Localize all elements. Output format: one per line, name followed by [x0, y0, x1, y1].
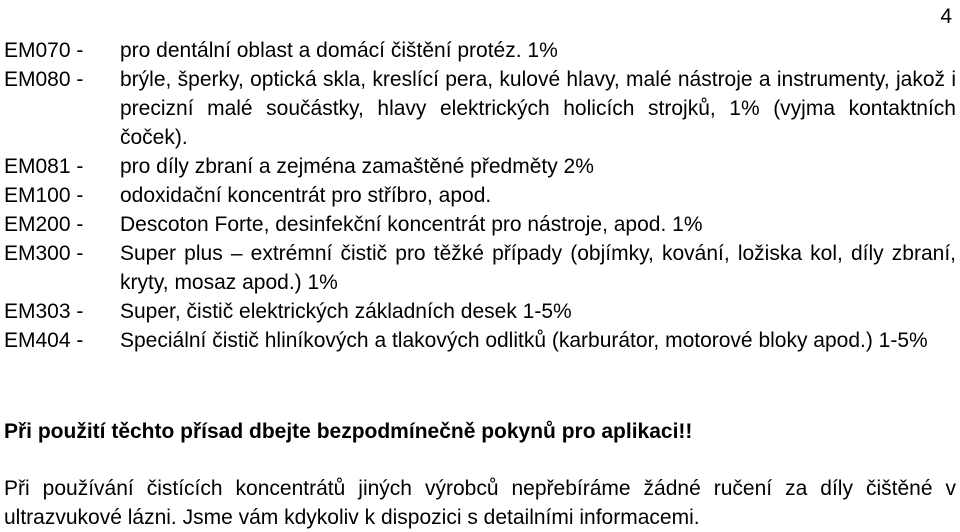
page-number: 4	[940, 5, 952, 28]
list-item	[4, 297, 956, 326]
product-list	[4, 36, 956, 355]
product-code: EM404 -	[4, 329, 84, 352]
list-item	[4, 210, 956, 239]
list-item	[4, 239, 956, 297]
product-description: Super plus – extrémní čistič pro těžké případy (objímky, kování, ložiska kol, díly zbraní, kryty, mosaz apod.) 1%	[120, 242, 956, 294]
list-item	[4, 65, 956, 152]
product-description: pro dentální oblast a domácí čištění protéz. 1%	[120, 39, 558, 62]
product-code: EM200 -	[4, 213, 84, 236]
product-code: EM081 -	[4, 155, 84, 178]
list-item	[4, 326, 956, 355]
disclaimer-paragraph: Při používání čistících koncentrátů jiných výrobců nepřebíráme žádné ručení za díly čištěné v ultrazvukové lázni. Jsme vám kdykoliv k dispozici s detailními informacemi.	[4, 477, 956, 529]
list-item	[4, 36, 956, 65]
product-description: Speciální čistič hliníkových a tlakových odlitků (karburátor, motorové bloky apod.) 1-5%	[120, 329, 928, 352]
warning-note: Při použití těchto přísad dbejte bezpodmínečně pokynů pro aplikaci!!	[4, 420, 693, 443]
product-description: Descoton Forte, desinfekční koncentrát pro nástroje, apod. 1%	[120, 213, 703, 236]
product-code: EM070 -	[4, 39, 84, 62]
product-description: Super, čistič elektrických základních desek 1-5%	[120, 300, 572, 323]
product-description: odoxidační koncentrát pro stříbro, apod.	[120, 184, 492, 207]
product-description: brýle, šperky, optická skla, kreslící pera, kulové hlavy, malé nástroje a instrumenty, jakož i precizní malé součástky, hlavy elektrických holicích strojků, 1% (vyjma kontaktních čoček).	[120, 68, 956, 149]
list-item	[4, 152, 956, 181]
list-item	[4, 181, 956, 210]
product-code: EM080 -	[4, 68, 84, 91]
product-code: EM300 -	[4, 242, 84, 265]
product-code: EM100 -	[4, 184, 84, 207]
product-code: EM303 -	[4, 300, 84, 323]
product-description: pro díly zbraní a zejména zamaštěné předměty 2%	[120, 155, 594, 178]
